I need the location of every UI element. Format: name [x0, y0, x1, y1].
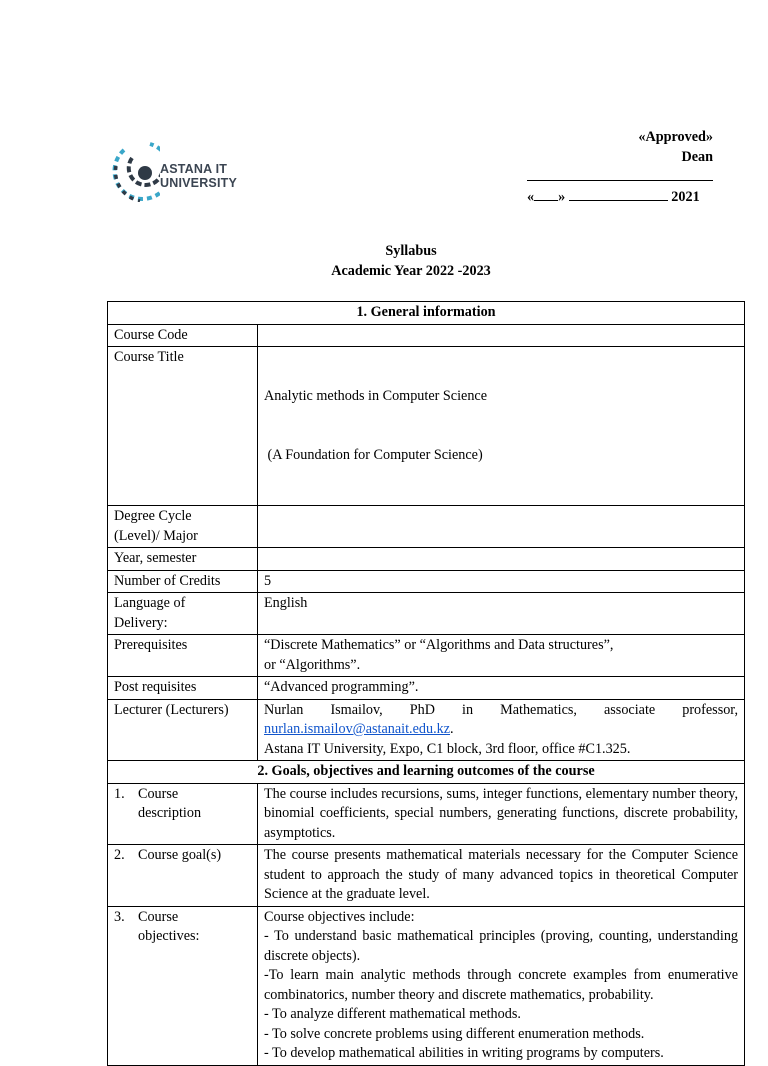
- row-label: [108, 506, 258, 548]
- lecturer-office: Astana IT University, Expo, C1 block, 3rd floor, office #C1.325.: [264, 740, 631, 757]
- logo-wordmark: [160, 162, 237, 190]
- credits-value: 5: [258, 570, 745, 593]
- logo-line-2: UNIVERSITY: [160, 176, 238, 190]
- row-number: 1.: [114, 785, 125, 802]
- prereq-line: “Discrete Mathematics” or “Algorithms and Data structures”,: [264, 637, 614, 653]
- date-close-quote: »: [558, 189, 566, 205]
- course-code-value: [258, 324, 745, 347]
- document-title: Syllabus: [385, 243, 437, 259]
- section-goals-heading: 2. Goals, objectives and learning outcomes of the course: [108, 761, 745, 784]
- lecturer-email-link[interactable]: nurlan.ismailov@astanait.edu.kz: [264, 721, 451, 737]
- row-number: 2.: [114, 847, 125, 863]
- course-title-value: [258, 347, 745, 506]
- approved-label: «Approved»: [638, 129, 713, 145]
- table-row: [108, 548, 745, 571]
- post-requisites-value: “Advanced programming”.: [258, 677, 745, 700]
- table-row: [108, 699, 745, 761]
- year-semester-value: [258, 548, 745, 571]
- table-row: [108, 906, 745, 1065]
- row-label: [108, 593, 258, 635]
- label-line: Language of: [114, 595, 186, 611]
- row-label: Course Code: [108, 324, 258, 347]
- table-row: [108, 677, 745, 700]
- table-row: [108, 506, 745, 548]
- logo-line-1: ASTANA IT: [160, 162, 228, 176]
- course-goal-value: The course presents mathematical materials necessary for the Computer Science student to approach the study of many advanced topics in theoretical Computer Science at the graduate level.: [258, 845, 745, 907]
- label-line: Course goal(s): [138, 847, 222, 863]
- academic-year: Academic Year 2022 -2023: [331, 263, 491, 279]
- row-label: Post requisites: [108, 677, 258, 700]
- objective-item: - To understand basic mathematical principles (proving, counting, understanding discrete objects).: [264, 928, 739, 964]
- prerequisites-value: [258, 635, 745, 677]
- objective-item: Course objectives include:: [264, 908, 415, 925]
- table-row: [108, 347, 745, 506]
- row-label: [108, 906, 258, 1065]
- label-line: objectives:: [138, 928, 200, 944]
- course-title-line: Analytic methods in Computer Science: [264, 388, 488, 404]
- label-line: (Level)/ Major: [114, 527, 198, 544]
- day-blank: [534, 186, 558, 201]
- table-row: [108, 783, 745, 845]
- label-line: Degree Cycle: [114, 508, 192, 524]
- prereq-line: or “Algorithms”.: [264, 656, 361, 673]
- row-label: Prerequisites: [108, 635, 258, 677]
- objective-item: - To develop mathematical abilities in writing programs by computers.: [264, 1045, 664, 1061]
- table-row: [108, 635, 745, 677]
- objective-item: - To analyze different mathematical methods.: [264, 1006, 521, 1022]
- syllabus-table: [107, 301, 745, 1066]
- table-row: [108, 845, 745, 907]
- row-label: Year, semester: [108, 548, 258, 571]
- date-open-quote: «: [527, 189, 535, 205]
- table-row: [108, 324, 745, 347]
- lecturer-value: [258, 699, 745, 761]
- row-label: Lecturer (Lecturers): [108, 699, 258, 761]
- row-number: 3.: [114, 908, 125, 925]
- label-line: description: [138, 805, 202, 821]
- label-line: Course: [138, 785, 179, 802]
- row-label: [108, 783, 258, 845]
- university-logo: [110, 136, 250, 202]
- objective-item: -To learn main analytic methods through concrete examples from enumerative combinatorics, number theory and discrete mathematics, probability.: [264, 967, 739, 1003]
- table-row: [108, 593, 745, 635]
- course-objectives-value: [258, 906, 745, 1065]
- label-line: Delivery:: [114, 614, 168, 631]
- row-label: [108, 845, 258, 907]
- degree-cycle-value: [258, 506, 745, 548]
- approval-block: [638, 128, 713, 167]
- objective-item: - To solve concrete problems using different enumeration methods.: [264, 1025, 645, 1042]
- approval-date-line: [527, 186, 713, 206]
- email-suffix: .: [450, 721, 454, 737]
- course-description-value: The course includes recursions, sums, integer functions, elementary number theory, binomial coefficients, special numbers, generating functions, discrete probability, asymptotics.: [258, 783, 745, 845]
- lecturer-name: Nurlan Ismailov, PhD in Mathematics, associate professor,: [264, 701, 739, 718]
- course-subtitle-line: (A Foundation for Computer Science): [264, 446, 483, 463]
- row-label: Number of Credits: [108, 570, 258, 593]
- logo-mark-icon: [110, 136, 160, 202]
- month-blank: [569, 186, 668, 201]
- signature-line: [527, 180, 713, 181]
- label-line: Course: [138, 908, 179, 925]
- table-row: [108, 570, 745, 593]
- row-label: Course Title: [108, 347, 258, 506]
- section-general-heading: 1. General information: [108, 302, 745, 325]
- date-year: 2021: [671, 189, 700, 205]
- language-value: English: [258, 593, 745, 635]
- dean-label: Dean: [681, 148, 713, 165]
